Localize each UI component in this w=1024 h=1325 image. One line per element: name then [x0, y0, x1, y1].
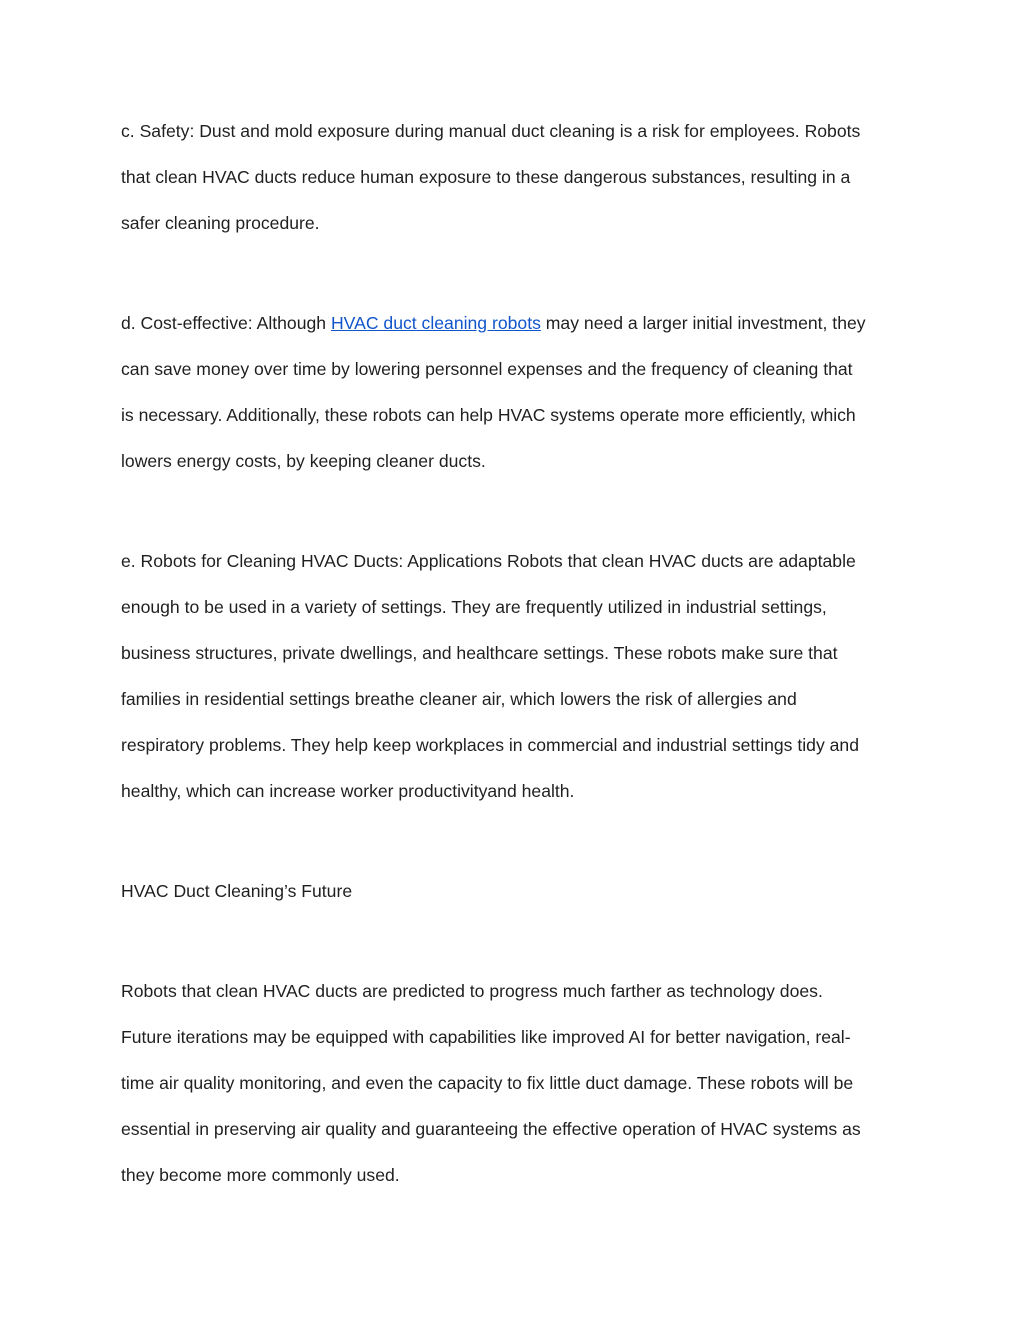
para-d-text-after-link: may need a larger initial investment, they: [540, 313, 866, 333]
para-future-line-3: time air quality monitoring, and even the capacity to fix little duct damage. These robots will be: [121, 1073, 854, 1093]
para-future-line-2: Future iterations may be equipped with capabilities like improved AI for better navigation, real-: [121, 1027, 851, 1047]
para-d-line-2: can save money over time by lowering personnel expenses and the frequency of cleaning that: [121, 359, 853, 379]
para-c-line-1: c. Safety: Dust and mold exposure during manual duct cleaning is a risk for employees. Robots: [121, 121, 861, 141]
para-future-line-5: they become more commonly used.: [121, 1165, 400, 1185]
para-future-line-1: Robots that clean HVAC ducts are predicted to progress much farther as technology does.: [121, 981, 823, 1001]
para-d-line-4: lowers energy costs, by keeping cleaner ducts.: [121, 451, 486, 471]
para-d-text-before-link: d. Cost-effective: Although: [121, 313, 331, 333]
para-e-line-3: business structures, private dwellings, and healthcare settings. These robots make sure that: [121, 643, 838, 663]
para-e-line-5: respiratory problems. They help keep workplaces in commercial and industrial settings tidy and: [121, 735, 859, 755]
para-c-line-2: that clean HVAC ducts reduce human exposure to these dangerous substances, resulting in a: [121, 167, 851, 187]
para-c-line-3: safer cleaning procedure.: [121, 213, 320, 233]
para-d-line-1: [121, 312, 866, 334]
para-d-line-3: is necessary. Additionally, these robots can help HVAC systems operate more efficiently, which: [121, 405, 856, 425]
para-e-line-1: e. Robots for Cleaning HVAC Ducts: Applications Robots that clean HVAC ducts are adaptable: [121, 551, 856, 571]
section-heading-future: HVAC Duct Cleaning’s Future: [121, 881, 353, 901]
para-e-line-4: families in residential settings breathe cleaner air, which lowers the risk of allergies and: [121, 689, 797, 709]
para-e-line-6: healthy, which can increase worker productivityand health.: [121, 781, 575, 801]
para-e-line-2: enough to be used in a variety of settings. They are frequently utilized in industrial settings,: [121, 597, 827, 617]
para-future-line-4: essential in preserving air quality and guaranteeing the effective operation of HVAC systems as: [121, 1119, 861, 1139]
hvac-duct-cleaning-robots-link[interactable]: HVAC duct cleaning robots: [330, 313, 541, 333]
